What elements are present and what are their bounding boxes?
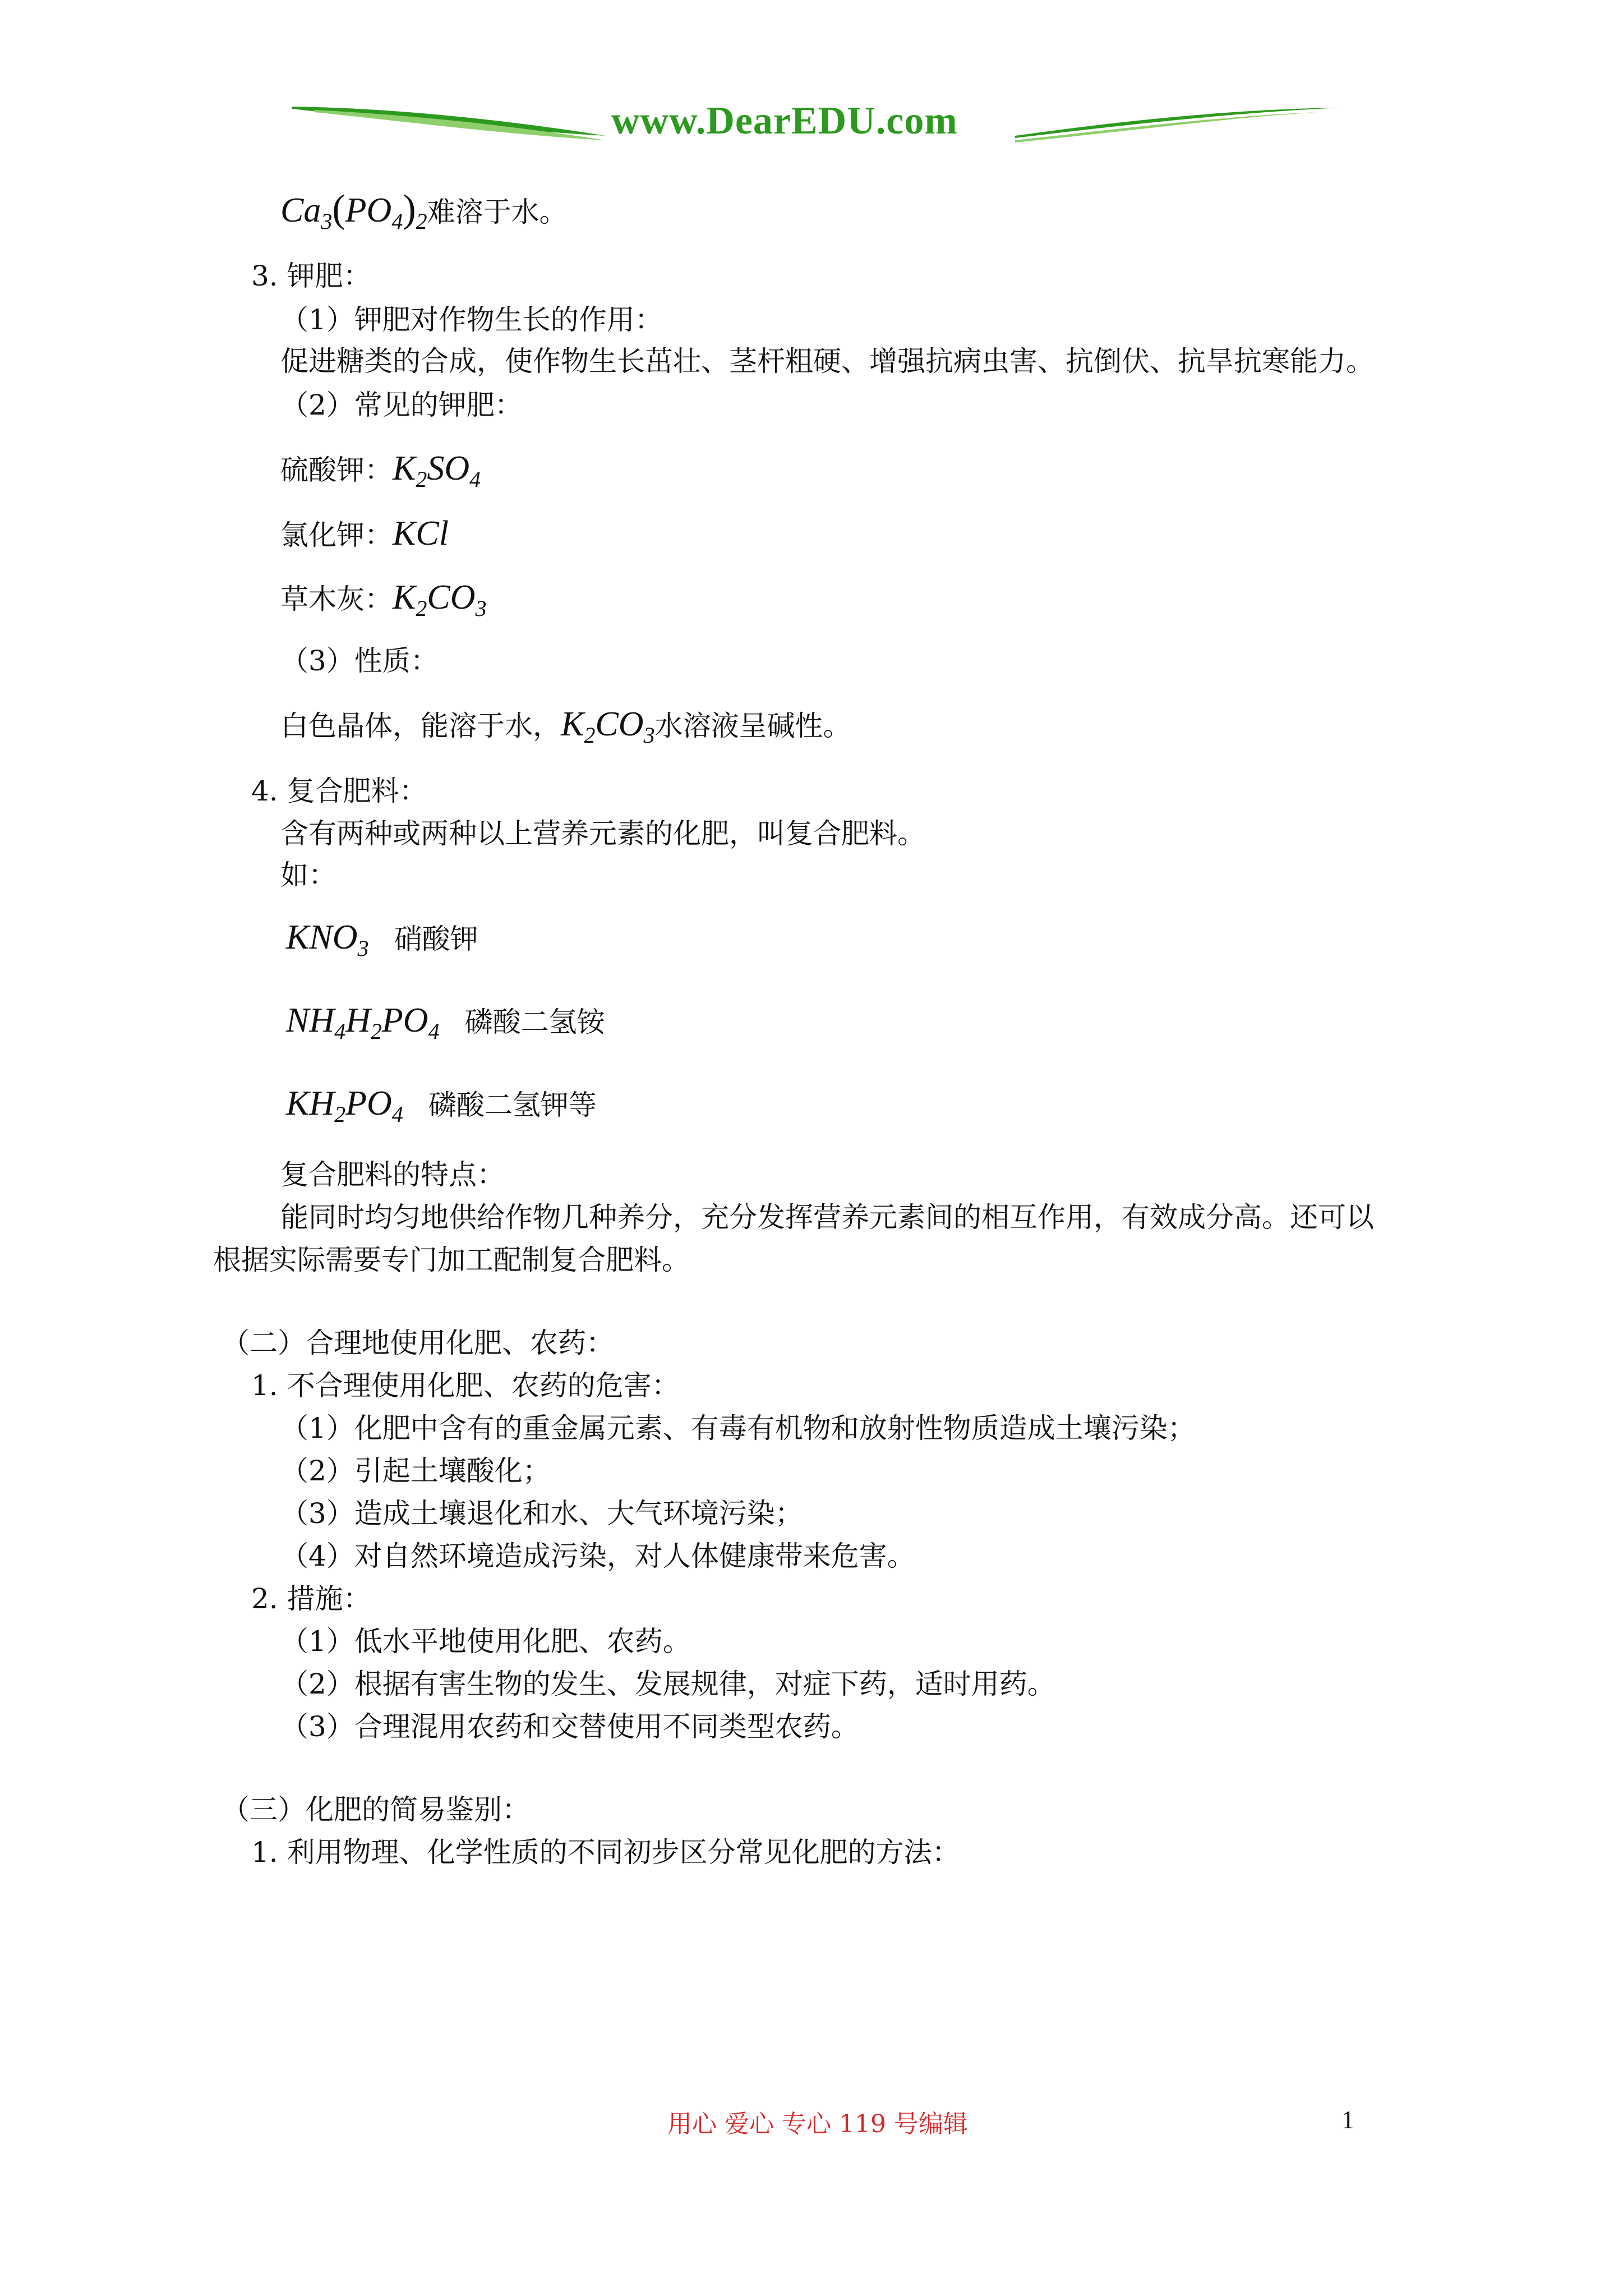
nh4h2po4-name: 磷酸二氢铵 [464, 1006, 605, 1038]
formula-kh2po4: $KH_2PO_4$ [286, 1084, 403, 1127]
formula-kcl: KCl [393, 514, 449, 553]
part2-item2: 2. 措施： [251, 1582, 371, 1615]
sec3-sub2: （2）常见的钾肥： [280, 389, 523, 421]
part2-item1: 1. 不合理使用化肥、农药的危害： [251, 1369, 680, 1402]
sec4-example-intro: 如： [280, 859, 336, 891]
sec3-sub1: （1）钾肥对作物生长的作用： [280, 303, 663, 336]
logo-swoosh-left [292, 95, 606, 157]
features-title: 复合肥料的特点： [280, 1158, 505, 1191]
kh2po4-name: 磷酸二氢钾等 [428, 1089, 597, 1121]
k2so4-label: 硫酸钾： [280, 454, 393, 486]
measure-3: （3）合理混用农药和交替使用不同类型农药。 [280, 1710, 859, 1743]
property-line [280, 705, 851, 748]
page-number: 1 [1341, 2105, 1354, 2134]
part3-heading: （三）化肥的简易鉴别： [222, 1793, 530, 1826]
formula-k2so4: $K_2SO_4$ [393, 449, 481, 492]
formula-k2co3-property: $K_2CO_3$ [561, 705, 655, 748]
harm-4: （4）对自然环境造成污染，对人体健康带来危害。 [280, 1540, 915, 1572]
sec3-sub3: （3）性质： [280, 645, 439, 677]
harm-1: （1）化肥中含有的重金属元素、有毒有机物和放射性物质造成土壤污染； [280, 1412, 1196, 1444]
formula-kno3: $KNO_3$ [286, 918, 369, 961]
measure-2: （2）根据有害生物的发生、发展规律，对症下药，适时用药。 [280, 1668, 1055, 1700]
ca3po42-line [280, 187, 568, 234]
sec4-definition: 含有两种或两种以上营养元素的化肥，叫复合肥料。 [280, 817, 925, 850]
kcl-label: 氯化钾： [280, 519, 393, 551]
k2so4-line [280, 449, 481, 492]
sec4-heading: 4. 复合肥料： [251, 775, 427, 807]
nh4h2po4-line [286, 1001, 605, 1044]
k2co3-label: 草木灰： [280, 583, 393, 615]
property-prefix: 白色晶体，能溶于水， [280, 710, 561, 742]
property-suffix: 水溶液呈碱性。 [654, 710, 851, 742]
harm-2: （2）引起土壤酸化； [280, 1455, 551, 1487]
ca3po42-suffix: 难溶于水。 [427, 196, 568, 228]
kno3-name: 硝酸钾 [394, 923, 478, 955]
formula-ca3po42: $Ca_3(PO_4)_2$ [280, 187, 427, 234]
features-line1: 能同时均匀地供给作物几种养分，充分发挥营养元素间的相互作用，有效成分高。还可以 [280, 1201, 1374, 1234]
part3-item1: 1. 利用物理、化学性质的不同初步区分常见化肥的方法： [251, 1836, 960, 1869]
header-logo [292, 95, 1340, 157]
k2co3-line [280, 578, 487, 621]
harm-3: （3）造成土壤退化和水、大气环境污染； [280, 1497, 803, 1530]
part2-heading: （二）合理地使用化肥、农药： [222, 1327, 614, 1359]
measure-1: （1）低水平地使用化肥、农药。 [280, 1625, 691, 1658]
kh2po4-line [286, 1084, 597, 1127]
sec3-heading: 3. 钾肥： [251, 260, 371, 292]
kcl-line [280, 514, 449, 553]
formula-k2co3: $K_2CO_3$ [393, 578, 487, 621]
features-line2: 根据实际需要专门加工配制复合肥料。 [213, 1244, 690, 1276]
logo-swoosh-right [1015, 95, 1340, 157]
footer-slogan: 用心 爱心 专心 119 号编辑 [667, 2110, 968, 2138]
logo-text: www.DearEDU.com [611, 99, 958, 142]
sec3-effect: 促进糖类的合成，使作物生长茁壮、茎杆粗硬、增强抗病虫害、抗倒伏、抗旱抗寒能力。 [280, 345, 1374, 378]
formula-nh4h2po4: $NH_4H_2PO_4$ [286, 1001, 440, 1044]
kno3-line [286, 918, 478, 961]
